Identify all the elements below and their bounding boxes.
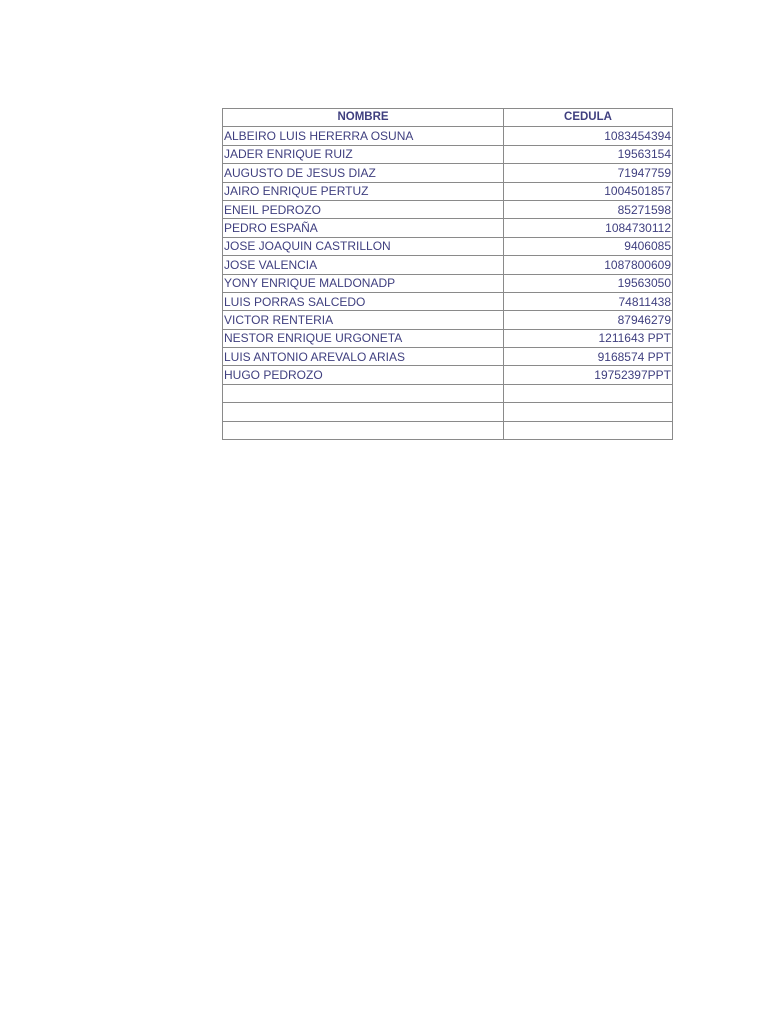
cedula-cell: 87946279 <box>504 311 673 329</box>
cedula-cell: 19563050 <box>504 274 673 292</box>
nombre-cell: AUGUSTO DE JESUS DIAZ <box>223 164 504 182</box>
table-row <box>223 200 673 218</box>
table-row <box>223 145 673 163</box>
cedula-cell: 9168574 PPT <box>504 348 673 366</box>
cedula-cell: 1083454394 <box>504 127 673 145</box>
nombre-cell: JADER ENRIQUE RUIZ <box>223 145 504 163</box>
nombre-cell <box>223 384 504 402</box>
header-cedula: CEDULA <box>504 109 673 127</box>
nombre-cell: HUGO PEDROZO <box>223 366 504 384</box>
table-row <box>223 292 673 310</box>
table-row <box>223 311 673 329</box>
nombre-cell <box>223 421 504 439</box>
nombre-cell: JOSE VALENCIA <box>223 256 504 274</box>
cedula-cell: 19752397PPT <box>504 366 673 384</box>
nombre-cell: NESTOR ENRIQUE URGONETA <box>223 329 504 347</box>
table-row <box>223 237 673 255</box>
table-row <box>223 164 673 182</box>
cedula-cell <box>504 421 673 439</box>
cedula-cell: 9406085 <box>504 237 673 255</box>
table-row <box>223 127 673 145</box>
table-row <box>223 421 673 439</box>
table-row <box>223 219 673 237</box>
cedula-cell: 71947759 <box>504 164 673 182</box>
header-nombre: NOMBRE <box>223 109 504 127</box>
nombre-cell: ENEIL PEDROZO <box>223 200 504 218</box>
names-table <box>222 108 673 440</box>
nombre-cell <box>223 403 504 421</box>
cedula-cell <box>504 403 673 421</box>
table-row <box>223 403 673 421</box>
cedula-cell: 74811438 <box>504 292 673 310</box>
nombre-cell: JAIRO ENRIQUE PERTUZ <box>223 182 504 200</box>
table-row <box>223 256 673 274</box>
nombre-cell: VICTOR RENTERIA <box>223 311 504 329</box>
nombre-cell: LUIS PORRAS SALCEDO <box>223 292 504 310</box>
table-body <box>223 127 673 440</box>
cedula-cell: 1084730112 <box>504 219 673 237</box>
table-row <box>223 348 673 366</box>
cedula-cell: 1211643 PPT <box>504 329 673 347</box>
header-row <box>223 109 673 127</box>
table-row <box>223 329 673 347</box>
nombre-cell: YONY ENRIQUE MALDONADP <box>223 274 504 292</box>
table-row <box>223 384 673 402</box>
nombre-cell: JOSE JOAQUIN CASTRILLON <box>223 237 504 255</box>
nombre-cell: PEDRO ESPAÑA <box>223 219 504 237</box>
cedula-cell: 1004501857 <box>504 182 673 200</box>
cedula-cell: 1087800609 <box>504 256 673 274</box>
table-row <box>223 366 673 384</box>
nombre-cell: LUIS ANTONIO AREVALO ARIAS <box>223 348 504 366</box>
table-row <box>223 182 673 200</box>
cedula-cell: 19563154 <box>504 145 673 163</box>
cedula-cell <box>504 384 673 402</box>
table-row <box>223 274 673 292</box>
nombre-cell: ALBEIRO LUIS HERERRA OSUNA <box>223 127 504 145</box>
cedula-cell: 85271598 <box>504 200 673 218</box>
